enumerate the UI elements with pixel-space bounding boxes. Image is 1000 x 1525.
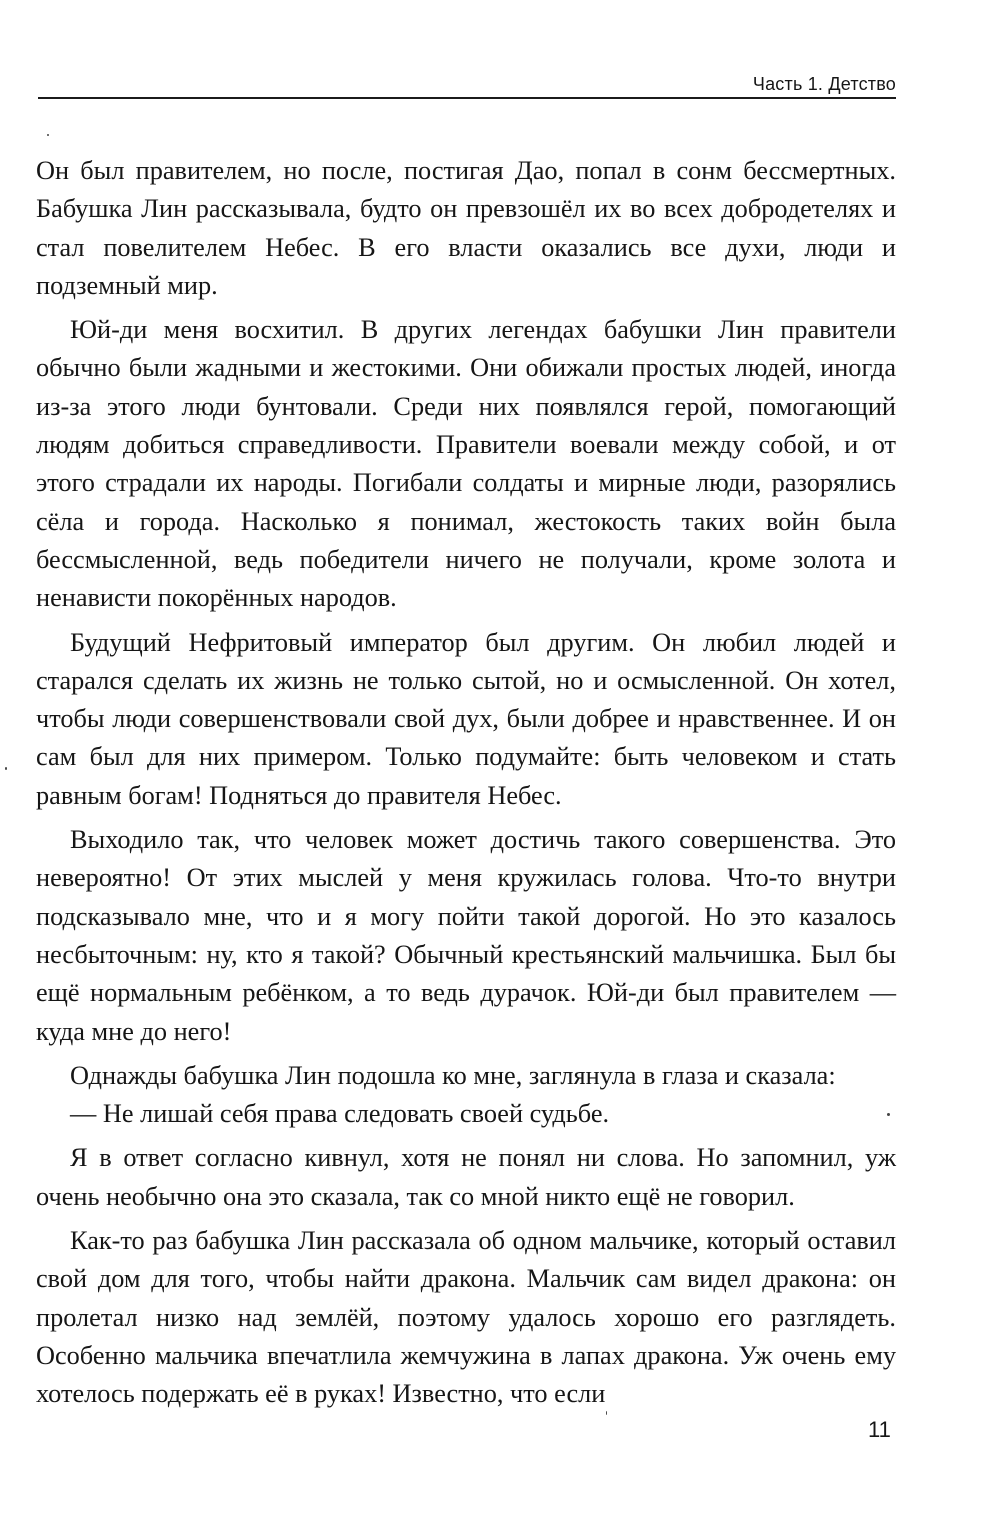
scan-speck <box>5 767 7 770</box>
running-head: Часть 1. Детство <box>752 74 896 94</box>
paragraph: Как-то раз бабушка Лин рассказала об одном мальчике, который оставил свой дом для того, чтобы найти дракона. Мальчик сам видел дракона: он пролетал низко над землёй, поэтому удалось хорошо его разглядеть. Особенно мальчика впечатлила жемчужина в лапах дракона. Уж очень ему хотелось подержать её в руках! Известно, что если <box>36 1226 896 1409</box>
paragraph: Он был правителем, но после, постигая Дао, попал в сонм бессмертных. Бабушка Лин рассказывала, будто он превзошёл их во всех добродетелях и стал повелителем Небес. В его власти оказались все духи, люди и подземный мир. <box>36 156 896 300</box>
body-text <box>36 152 896 1420</box>
paragraph: Выходило так, что человек может достичь такого совершенства. Это невероятно! От этих мыслей у меня кружилась голова. Что-то внутри подсказывало мне, что и я могу пойти такой дорогой. Но это казалось несбыточным: ну, кто я такой? Обычный крестьянский мальчишка. Был бы ещё нормальным ребёнком, а то ведь дурачок. Юй-ди был правителем — куда мне до него! <box>36 825 896 1046</box>
scan-speck <box>606 1411 607 1415</box>
paragraph: Будущий Нефритовый император был другим. Он любил людей и старался сделать их жизнь не только сытой, но и осмысленной. Он хотел, чтобы люди совершенствовали свой дух, были добрее и нравственнее. И он сам был для них примером. Только подумайте: быть человеком и стать равным богам! Подняться до правителя Небес. <box>36 627 896 810</box>
scan-speck <box>47 134 49 136</box>
header-rule <box>38 97 896 99</box>
scan-speck <box>887 1113 890 1116</box>
paragraph: Однажды бабушка Лин подошла ко мне, заглянула в глаза и сказала: <box>70 1060 836 1090</box>
paragraph: Я в ответ согласно кивнул, хотя не понял ни слова. Но запомнил, уж очень необычно она это сказала, так со мной никто ещё не говорил. <box>36 1143 896 1211</box>
dialogue-line: — Не лишай себя права следовать своей судьбе. <box>70 1099 610 1129</box>
paragraph: Юй-ди меня восхитил. В других легендах бабушки Лин правители обычно были жадными и жестокими. Они обижали простых людей, иногда из-за этого люди бунтовали. Среди них появлялся герой, помогающий людям добиться справедливости. Правители воевали между собой, и от этого страдали их народы. Погибали солдаты и мирные люди, разорялись сёла и города. Насколько я понимал, жестокость таких войн была бессмысленной, ведь победители ничего не получали, кроме золота и ненависти покорённых народов. <box>36 315 896 613</box>
page-number: 11 <box>868 1417 891 1442</box>
